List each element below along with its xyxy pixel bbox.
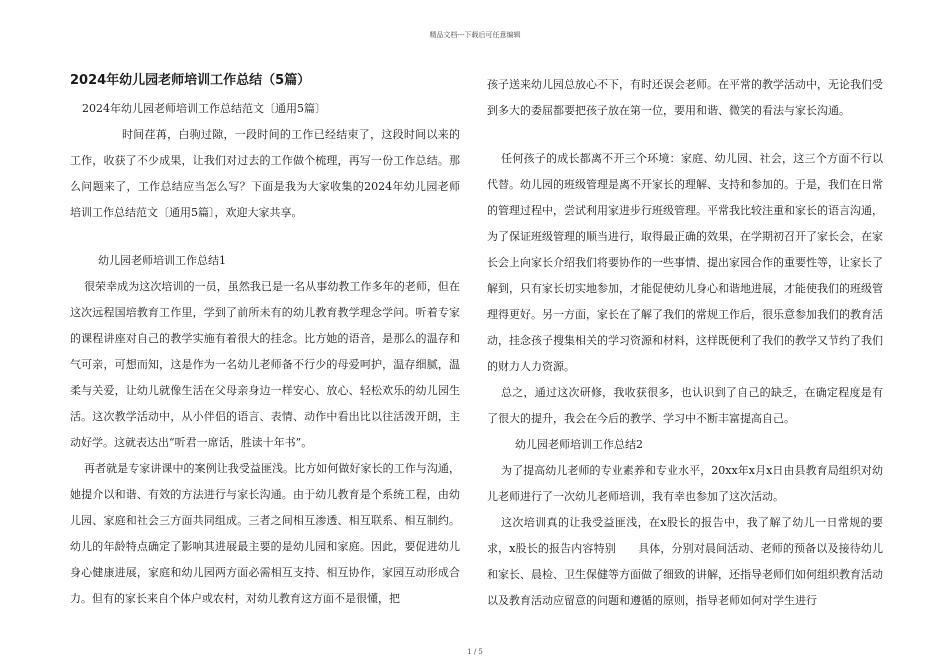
intro-paragraph: 时间荏苒，白驹过隙，一段时间的工作已经结束了，这段时间以来的工作，收获了不少成果，让我们对过去的工作做个梳理，再写一份工作总结。那么问题来了，工作总结应当怎么写？下面是我为大家收集的2024年幼儿园老师培训工作总结范文〔通用5篇〕，欢迎大家共享。 [70, 128, 460, 219]
document-subtitle: 2024年幼儿园老师培训工作总结范文〔通用5篇〕 [82, 102, 326, 115]
section-heading-1: 幼儿园老师培训工作总结1 [98, 254, 226, 267]
paragraph-3: 任何孩子的成长都离不开三个环境：家庭、幼儿园、社会，这三个方面不行以代替。幼儿园的班级管理是离不开家长的理解、支持和参加的。于是，我们在日常的管理过程中，尝试利用家进步行班级管理。平常我比较注重和家长的语言沟通，为了保证班级管理的顺当进行，取得最正确的效果，在学期初召开了家长会，在家长会上向家长介绍我们将要协作的一些事情、提出家园合作的重要性等，让家长了解到，只有家长切实地参加，才能促使幼儿身心和谐地进展，才能使我们的班级管理得更好。另一方面，家长在了解了我们的常规工作后，很乐意参加我们的教育活动，挂念孩子搜集相关的学习资源和材料，这样既便利了我们的教学又节约了我们的财力人力资源。 [487, 152, 883, 373]
paragraph-5: 为了提高幼儿老师的专业素养和专业水平，20xx年x月x日由县教育局组织对幼儿老师进行了一次幼儿老师培训，我有幸也参加了这次活动。 [487, 464, 883, 503]
document-title: 2024年幼儿园老师培训工作总结（5篇） [70, 73, 311, 88]
section-heading-2: 幼儿园老师培训工作总结2 [515, 438, 643, 451]
page-header: 精品文档---下载后可任意编辑 [429, 31, 521, 39]
paragraph-2: 再者就是专家讲课中的案例让我受益匪浅。比方如何做好家长的工作与沟通，她提介以和谐、有效的方法进行与家长沟通。由于幼儿教育是个系统工程，由幼儿园、家庭和社会三方面共同组成。三者之间相互渗透、相互联系、相互制约。幼儿的年龄特点确定了影响其进展最主要的是幼儿园和家庭。因此，要促进幼儿身心健康进展，家庭和幼儿园两方面必需相互支持、相互协作，家园互动形成合力。但有的家长来自个体户或农村，对幼儿教育这方面不是很懂，把 [70, 462, 460, 605]
paragraph-6: 这次培训真的让我受益匪浅，在x股长的报告中，我了解了幼儿一日常规的要求，x股长的报告内容特别 具体，分别对晨间活动、老师的预备以及接待幼儿和家长、晨检、卫生保健等方面做了细致的讲解，还指导老师们如何组织教育活动以及教育活动应留意的问题和遵循的原则，指导老师如何对学生进行 [487, 516, 883, 607]
spacer [70, 226, 460, 248]
paragraph-4: 总之，通过这次研修，我收获很多，也认识到了自己的缺乏，在确定程度是有了很大的提升，我会在今后的教学、学习中不断丰富提高自己。 [487, 386, 883, 425]
spacer [487, 124, 883, 146]
page-number: 1 / 5 [467, 648, 483, 656]
left-column [70, 72, 460, 612]
paragraph-continued: 孩子送来幼儿园总放心不下，有时还误会老师。在平常的教学活动中，无论我们受到多大的委屈都要把孩子放在第一位，要用和谐、微笑的看法与家长沟通。 [487, 78, 883, 117]
paragraph-1: 很荣幸成为这次培训的一员，虽然我已是一名从事幼教工作多年的老师，但在这次远程国培教育工作里，学到了前所未有的幼儿教育教学理念学问。听着专家的课程讲座对自己的教学实施有着很大的挂念。比方她的语音，是那么的温存和气可亲，可想而知，这是作为一名幼儿老师备不行少的母爱呵护，温存细腻，温柔与关爱，让幼儿就像生活在父母亲身边一样安心、放心、轻松欢乐的幼儿园生活。这次教学活动中，从小伴侣的语言、表情、动作中看出比以往活泼开朗，主动好学。这就表达出“听君一席话，胜读十年书”。 [70, 280, 460, 449]
right-column [487, 72, 883, 614]
